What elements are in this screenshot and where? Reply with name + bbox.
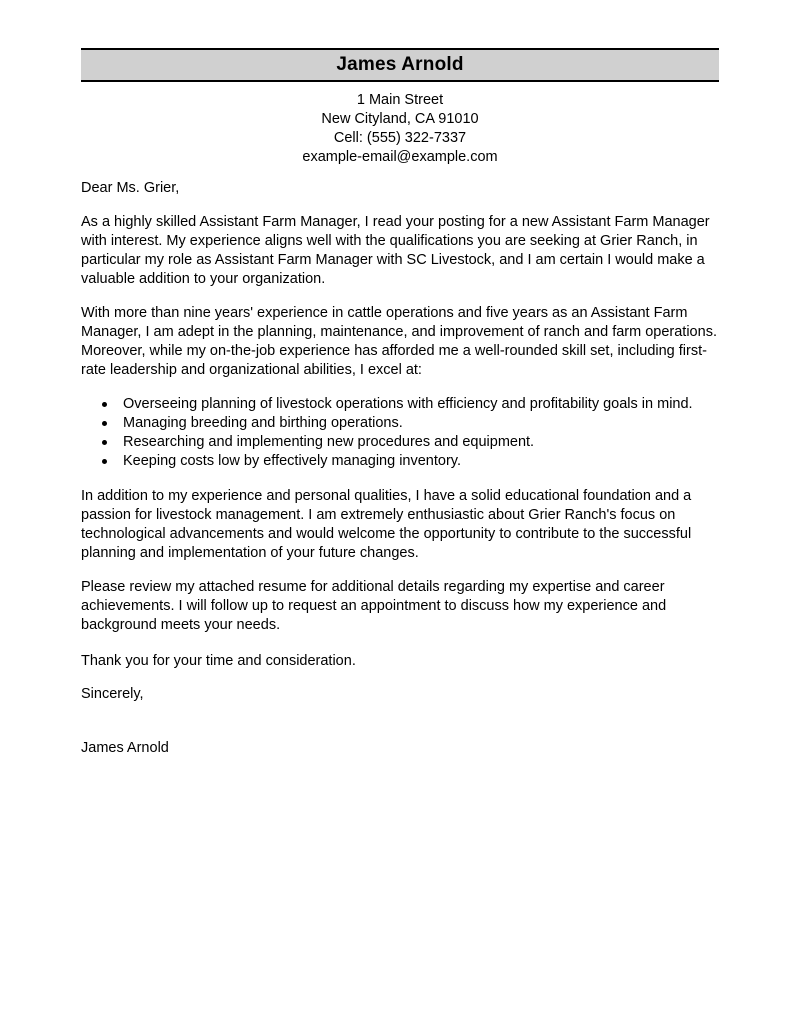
paragraph-education — [81, 487, 721, 563]
bullet-text: Overseeing planning of livestock operations with efficiency and profitability goals in mind. — [123, 396, 693, 412]
paragraph-resume-text: Please review my attached resume for additional details regarding my expertise and career achievements. I will follow up to request an appointment to discuss how my experience and background meets your needs. — [81, 579, 667, 633]
closing: Sincerely, — [81, 686, 144, 702]
city-state-zip: New Cityland, CA 91010 — [321, 111, 479, 127]
paragraph-intro — [81, 213, 721, 289]
paragraph-experience — [81, 304, 721, 380]
cell-phone: Cell: (555) 322-7337 — [333, 130, 467, 146]
bullet-icon — [102, 459, 107, 464]
paragraph-thanks-text: Thank you for your time and consideration. — [81, 653, 356, 669]
bullet-text: Keeping costs low by effectively managing inventory. — [123, 453, 461, 469]
bullet-text: Researching and implementing new procedures and equipment. — [123, 434, 535, 450]
paragraph-intro-text: As a highly skilled Assistant Farm Manager, I read your posting for a new Assistant Farm Manager with interest. My experience aligns well with the qualifications you are seeking at Grier Ranch, in particular my role as Assistant Farm Manager with SC Livestock, and I am certain I would make a valuable addition to your organization. — [81, 214, 710, 287]
bullet-icon — [102, 402, 107, 407]
paragraph-resume — [81, 578, 721, 635]
signature-name: James Arnold — [81, 740, 169, 756]
paragraph-thanks — [81, 652, 721, 671]
skills-bullet-list — [81, 395, 721, 471]
paragraph-education-text: In addition to my experience and personal qualities, I have a solid educational foundation and a passion for livestock management. I am extremely enthusiastic about Grier Ranch's focus on technological advancements and would welcome the opportunity to contribute to the successful planning and implementation of your future changes. — [81, 488, 692, 561]
list-item — [81, 414, 721, 433]
list-item — [81, 433, 721, 452]
applicant-name: James Arnold — [336, 54, 464, 75]
bullet-text: Managing breeding and birthing operations. — [123, 415, 403, 431]
name-header-bar — [81, 48, 719, 82]
list-item — [81, 395, 721, 414]
bullet-icon — [102, 421, 107, 426]
bullet-icon — [102, 440, 107, 445]
list-item — [81, 452, 721, 471]
email-address: example-email@example.com — [302, 149, 498, 165]
salutation: Dear Ms. Grier, — [81, 180, 180, 196]
paragraph-experience-text: With more than nine years' experience in cattle operations and five years as an Assistant Farm Manager, I am adept in the planning, maintenance, and improvement of ranch and farm operations. Moreover, while my on-the-job experience has afforded me a well-rounded skill set, including first-rate leadership and organizational abilities, I excel at: — [81, 305, 717, 378]
street-address: 1 Main Street — [356, 92, 444, 108]
contact-block — [81, 91, 719, 167]
